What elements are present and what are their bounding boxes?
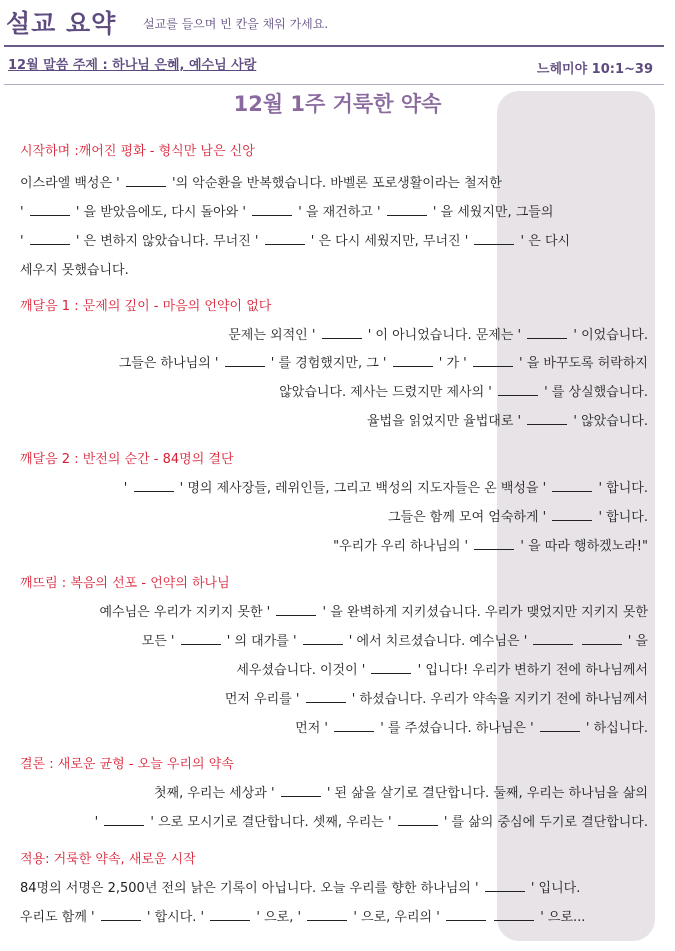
fill-in-blank[interactable] — [265, 233, 305, 245]
text-segment: 먼저 ' — [295, 721, 333, 736]
text-segment: ' 에서 치르셨습니다. 예수님은 ' — [344, 634, 532, 649]
text-segment: 세우셨습니다. 이것이 ' — [236, 663, 370, 678]
fill-in-blank[interactable] — [371, 662, 411, 674]
text-segment: ' 을 — [623, 634, 648, 649]
text-segment: ' 입니다! 우리가 변하기 전에 하나님께서 — [413, 663, 648, 678]
week-title: 12월 1주 거룩한 약속 — [233, 92, 442, 116]
text-segment: ' — [123, 481, 132, 496]
text-segment: ' 합시다. ' — [142, 910, 209, 925]
text-segment: '의 악순환을 반복했습니다. 바벨론 포로생활이라는 철저한 — [167, 176, 502, 191]
fill-in-blank[interactable] — [101, 909, 141, 921]
fill-in-blank[interactable] — [485, 880, 525, 892]
text-segment: ' 하십니다. — [581, 721, 648, 736]
text-line — [20, 630, 648, 649]
fill-in-blank[interactable] — [334, 720, 374, 732]
fill-in-blank[interactable] — [498, 384, 538, 396]
text-line — [20, 877, 648, 896]
page-title: 설교 요약 — [6, 9, 117, 38]
text-segment: ' 합니다. — [594, 481, 648, 496]
fill-in-blank[interactable] — [473, 355, 513, 367]
text-line — [20, 688, 648, 707]
fill-in-blank[interactable] — [582, 633, 622, 645]
scripture-reference: 느헤미야 10:1~39 — [536, 62, 653, 77]
page-instruction: 설교를 들으며 빈 칸을 채워 가세요. — [143, 17, 329, 31]
fill-in-blank[interactable] — [306, 691, 346, 703]
fill-in-blank[interactable] — [540, 720, 580, 732]
text-segment: ' 하셨습니다. 우리가 약속을 지키기 전에 하나님께서 — [347, 692, 648, 707]
header-divider — [4, 45, 664, 47]
text-segment: ' 을 받았음에도, 다시 돌아와 ' — [71, 205, 251, 220]
text-segment: ' — [20, 234, 28, 249]
fill-in-blank[interactable] — [533, 633, 573, 645]
text-line — [20, 172, 648, 191]
text-segment: ' 을 바꾸도록 허락하지 — [514, 356, 648, 371]
text-segment: ' 으로 모시기로 결단합니다. 셋째, 우리는 ' — [146, 815, 396, 830]
text-line — [20, 717, 648, 736]
text-segment: ' 된 삶을 살기로 결단합니다. 둘째, 우리는 하나님을 삶의 — [322, 786, 648, 801]
fill-in-blank[interactable] — [322, 327, 362, 339]
text-segment: 84명의 서명은 2,500년 전의 낡은 기록이 아닙니다. 오늘 우리를 향한 하나님의 ' — [20, 881, 483, 896]
monthly-theme: 12월 말씀 주제 : 하나님 은혜, 예수님 사랑 — [8, 58, 257, 73]
text-segment: ' 으로, ' — [252, 910, 306, 925]
fill-in-blank[interactable] — [104, 814, 144, 826]
text-segment: 그들은 함께 모여 엄숙하게 ' — [387, 510, 551, 525]
fill-in-blank[interactable] — [474, 233, 514, 245]
fill-in-blank[interactable] — [126, 175, 166, 187]
text-line — [20, 906, 648, 925]
text-segment: 그들은 하나님의 ' — [118, 356, 223, 371]
text-segment: 이스라엘 백성은 ' — [20, 176, 124, 191]
text-segment: ' 이 아니었습니다. 문제는 ' — [363, 328, 526, 343]
text-line — [20, 259, 648, 278]
fill-in-blank[interactable] — [552, 509, 592, 521]
text-segment: ' 을 세웠지만, 그들의 — [428, 205, 554, 220]
text-line — [20, 811, 648, 830]
fill-in-blank[interactable] — [494, 909, 534, 921]
text-segment: ' 은 다시 — [516, 234, 571, 249]
text-segment: ' 을 재건하고 ' — [294, 205, 385, 220]
text-segment: ' 를 경험했지만, 그 ' — [266, 356, 391, 371]
text-segment: ' — [20, 205, 28, 220]
text-line — [20, 352, 648, 371]
section-heading: 깨달음 2 : 반전의 순간 - 84명의 결단 — [20, 452, 234, 467]
text-segment: ' 합니다. — [594, 510, 648, 525]
fill-in-blank[interactable] — [393, 355, 433, 367]
text-segment: 우리도 함께 ' — [20, 910, 99, 925]
fill-in-blank[interactable] — [307, 909, 347, 921]
fill-in-blank[interactable] — [552, 480, 592, 492]
text-line — [20, 477, 648, 496]
section-heading: 시작하며 :깨어진 평화 - 형식만 남은 신앙 — [20, 144, 255, 159]
text-segment: ' 으로... — [536, 910, 586, 925]
text-segment: ' 명의 제사장들, 레위인들, 그리고 백성의 지도자들은 온 백성을 ' — [175, 481, 551, 496]
theme-divider — [4, 84, 664, 85]
text-line — [20, 324, 648, 343]
text-segment: 않았습니다. 제사는 드렸지만 제사의 ' — [279, 385, 496, 400]
text-line — [20, 659, 648, 678]
text-line — [20, 381, 648, 400]
fill-in-blank[interactable] — [181, 633, 221, 645]
text-segment: ' 을 따라 행하겠노라!" — [516, 539, 648, 554]
section-heading: 결론 : 새로운 균형 - 오늘 우리의 약속 — [20, 757, 234, 772]
fill-in-blank[interactable] — [210, 909, 250, 921]
text-segment: ' 은 다시 세웠지만, 무너진 ' — [306, 234, 473, 249]
fill-in-blank[interactable] — [303, 633, 343, 645]
text-segment — [575, 634, 579, 649]
text-line — [20, 201, 648, 220]
text-segment: 문제는 외적인 ' — [228, 328, 320, 343]
text-segment: ' 를 삶의 중심에 두기로 결단합니다. — [439, 815, 648, 830]
text-segment: 세우지 못했습니다. — [20, 263, 129, 278]
fill-in-blank[interactable] — [225, 355, 265, 367]
text-segment: "우리가 우리 하나님의 ' — [333, 539, 473, 554]
fill-in-blank[interactable] — [276, 604, 316, 616]
text-line — [20, 230, 648, 249]
text-segment: ' 으로, 우리의 ' — [349, 910, 444, 925]
text-segment — [488, 910, 492, 925]
text-segment: ' 를 상실했습니다. — [539, 385, 648, 400]
text-line — [20, 506, 648, 525]
text-line — [20, 410, 648, 429]
text-segment: 먼저 우리를 ' — [224, 692, 304, 707]
fill-in-blank[interactable] — [527, 327, 567, 339]
section-heading: 적용: 거룩한 약속, 새로운 시작 — [20, 852, 196, 867]
fill-in-blank[interactable] — [252, 204, 292, 216]
text-segment: ' 을 완벽하게 지키셨습니다. 우리가 맺었지만 지키지 못한 — [318, 605, 648, 620]
fill-in-blank[interactable] — [387, 204, 427, 216]
text-segment: ' 은 변하지 않았습니다. 무너진 ' — [71, 234, 263, 249]
text-segment: 모든 ' — [141, 634, 179, 649]
fill-in-blank[interactable] — [446, 909, 486, 921]
fill-in-blank[interactable] — [398, 814, 438, 826]
text-line — [20, 535, 648, 554]
text-segment: ' — [94, 815, 103, 830]
text-segment: 율법을 읽었지만 율법대로 ' — [366, 414, 526, 429]
text-segment: ' 가 ' — [434, 356, 471, 371]
text-segment: 예수님은 우리가 지키지 못한 ' — [99, 605, 275, 620]
fill-in-blank[interactable] — [30, 204, 70, 216]
fill-in-blank[interactable] — [527, 413, 567, 425]
section-heading: 깨뜨림 : 복음의 선포 - 언약의 하나님 — [20, 576, 230, 591]
fill-in-blank[interactable] — [474, 538, 514, 550]
text-segment: ' 의 대가를 ' — [222, 634, 301, 649]
text-segment: ' 않았습니다. — [569, 414, 648, 429]
text-segment: 첫째, 우리는 세상과 ' — [153, 786, 279, 801]
section-heading: 깨달음 1 : 문제의 깊이 - 마음의 언약이 없다 — [20, 299, 272, 314]
text-segment: ' 를 주셨습니다. 하나님은 ' — [376, 721, 538, 736]
text-line — [20, 601, 648, 620]
fill-in-blank[interactable] — [281, 785, 321, 797]
text-segment: ' 이었습니다. — [569, 328, 648, 343]
text-segment: ' 입니다. — [526, 881, 581, 896]
fill-in-blank[interactable] — [134, 480, 174, 492]
text-line — [20, 782, 648, 801]
fill-in-blank[interactable] — [30, 233, 70, 245]
